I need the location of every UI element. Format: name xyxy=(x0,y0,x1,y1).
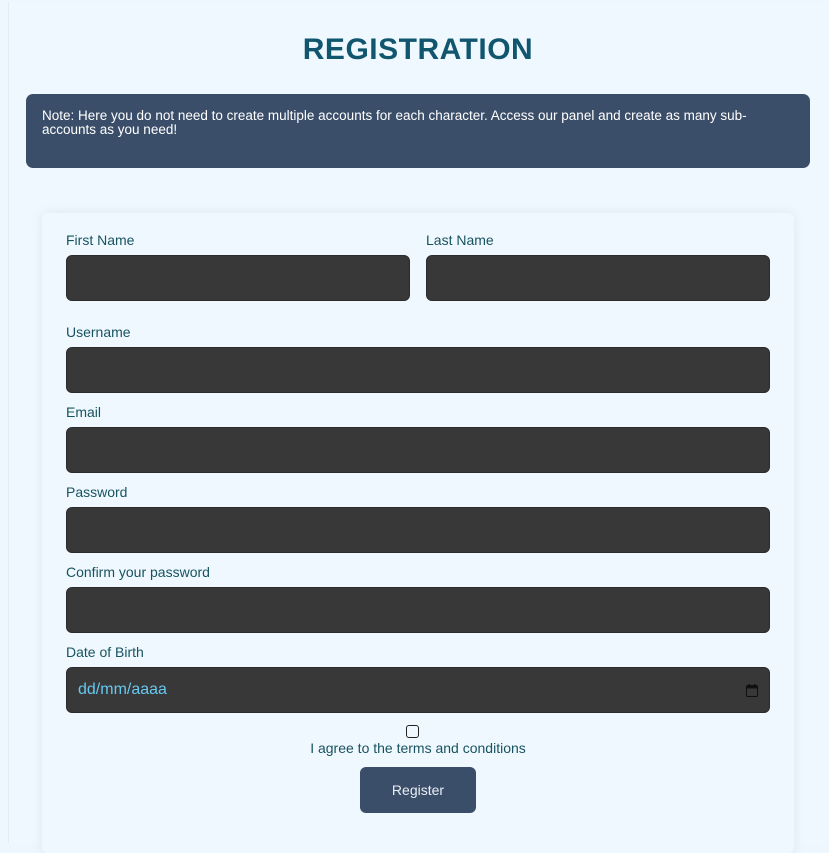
last-name-input[interactable] xyxy=(426,255,770,301)
confirm-password-input[interactable] xyxy=(66,587,770,633)
page-title: REGISTRATION xyxy=(302,33,534,66)
username-input[interactable] xyxy=(66,347,770,393)
date-of-birth-input[interactable] xyxy=(66,667,770,713)
email-input[interactable] xyxy=(66,427,770,473)
info-note: Note: Here you do not need to create multiple accounts for each character. Access our panel and create as many sub-accounts as you need! xyxy=(26,94,810,168)
email-label: Email xyxy=(66,404,102,420)
terms-label: I agree to the terms and conditions xyxy=(310,740,526,756)
register-button[interactable]: Register xyxy=(360,767,476,813)
password-input[interactable] xyxy=(66,507,770,553)
username-label: Username xyxy=(66,324,131,340)
password-label: Password xyxy=(66,484,128,500)
date-of-birth-value: dd/mm/aaaa xyxy=(78,681,167,698)
last-name-label: Last Name xyxy=(426,232,494,248)
terms-checkbox[interactable] xyxy=(406,725,419,738)
first-name-input[interactable] xyxy=(66,255,410,301)
date-of-birth-label: Date of Birth xyxy=(66,644,144,660)
first-name-label: First Name xyxy=(66,232,135,248)
confirm-password-label: Confirm your password xyxy=(66,564,210,580)
calendar-icon[interactable] xyxy=(746,684,758,697)
